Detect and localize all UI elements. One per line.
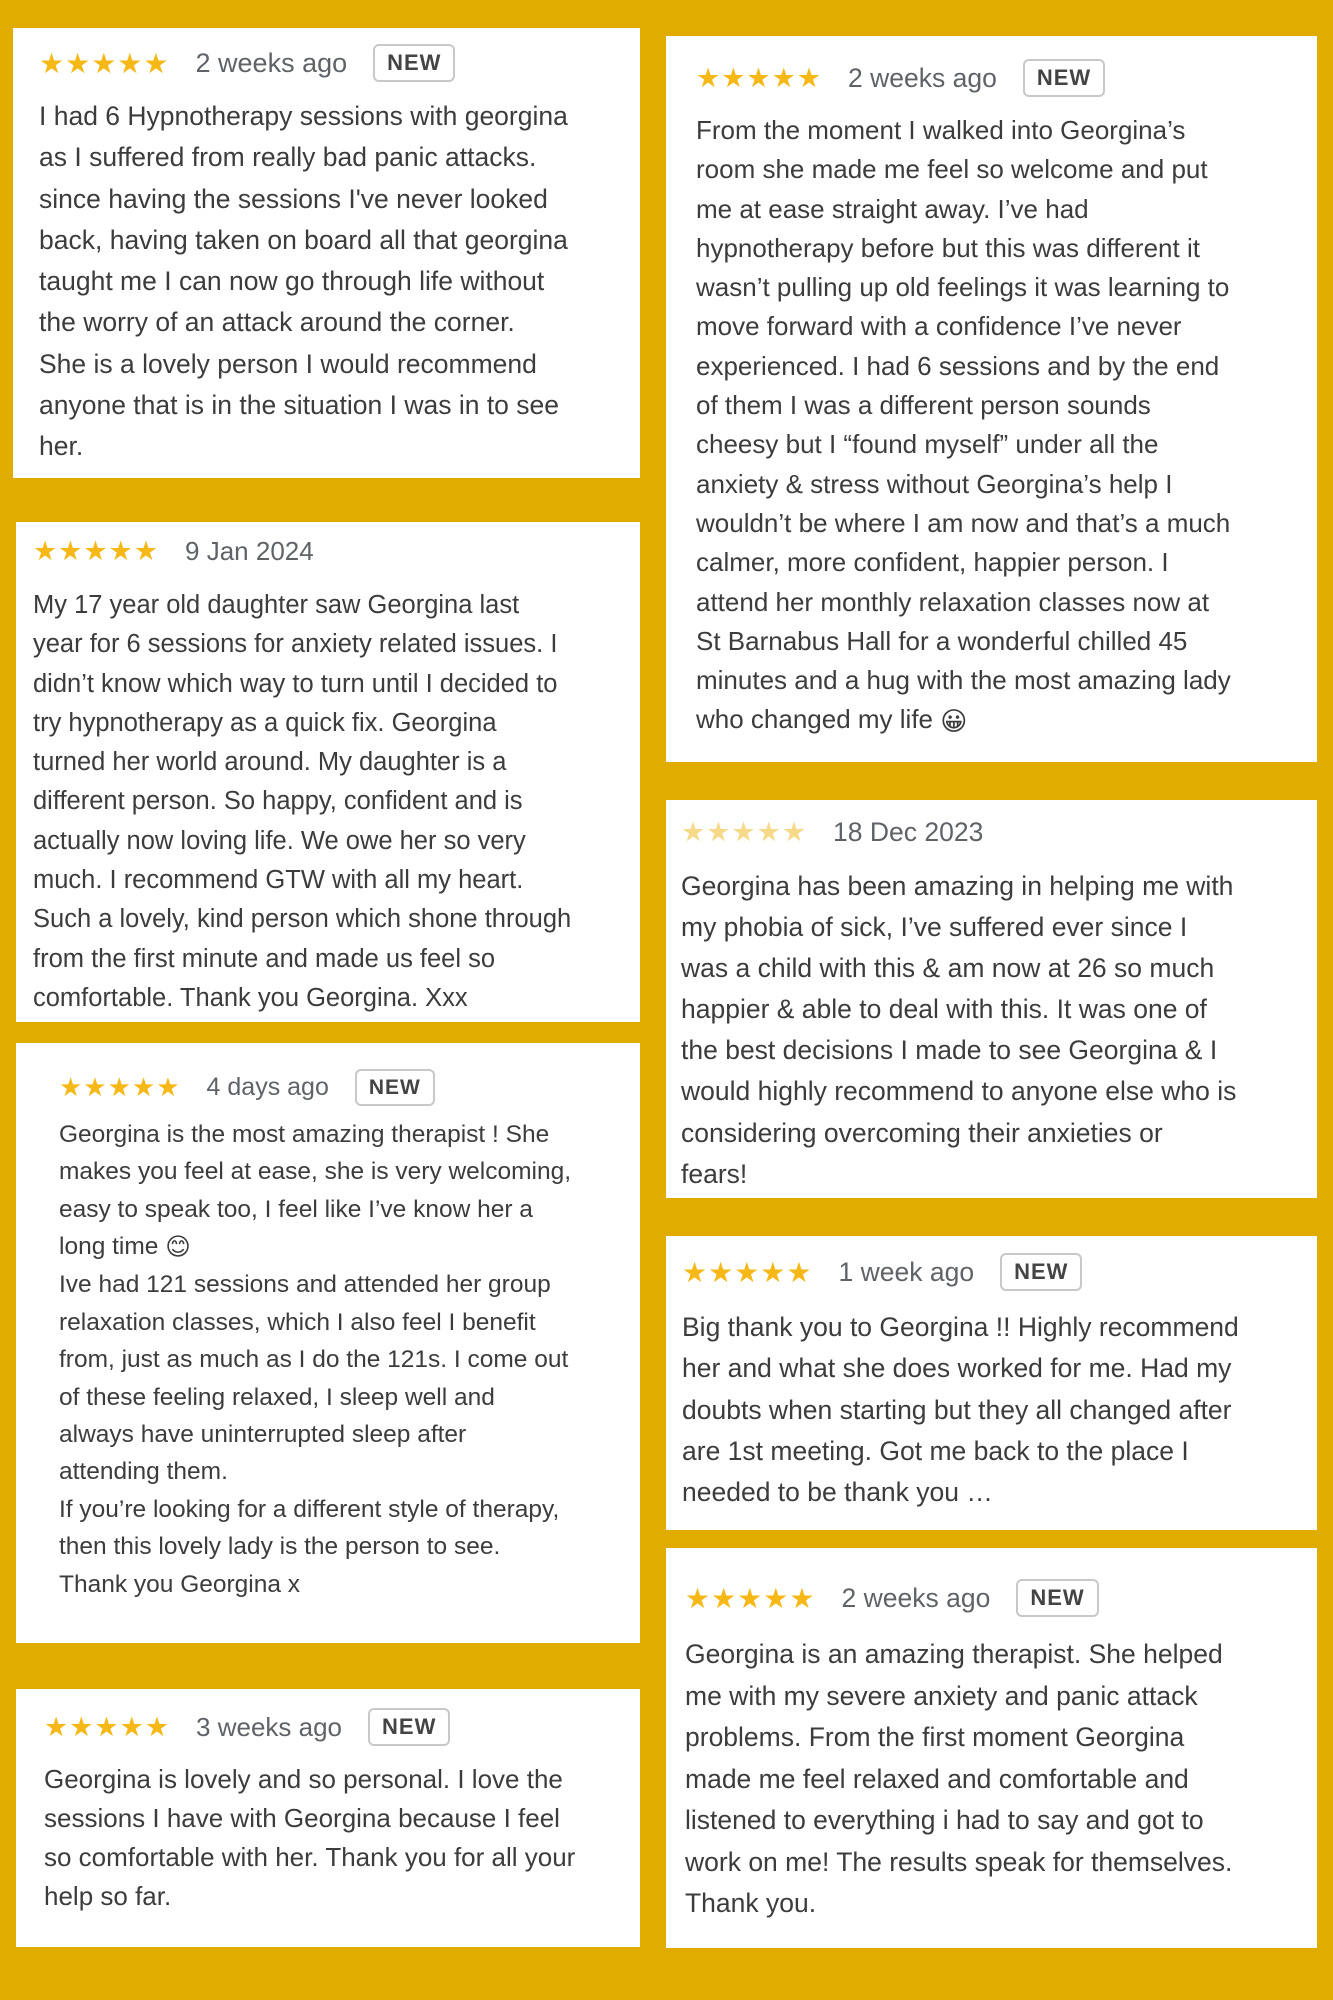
review-date: 2 weeks ago <box>848 62 997 93</box>
new-badge: NEW <box>1023 59 1105 97</box>
review-header <box>681 812 1317 852</box>
review-card <box>666 36 1317 762</box>
smile-emoji-icon: 😊 <box>165 1234 191 1262</box>
star-rating: ★★★★★ <box>44 1711 171 1742</box>
review-text-part: Ive had 121 sessions and attended her group relaxation classes, which I also feel I benefit from, just as much as I do the 121s. I come out of these feeling relaxed, I sleep well and always have uninterrupted sleep after attending them. If you’re looking for a different style of therapy, then this lovely lady is the person to see. Thank you Georgina x <box>59 1271 569 1598</box>
star-rating: ★★★★★ <box>33 535 160 566</box>
review-text-part: Georgina is the most amazing therapist ! She makes you feel at ease, she is very welcoming, easy to speak too, I feel like I’ve know her a long time <box>59 1121 572 1261</box>
review-header <box>39 42 640 84</box>
review-card <box>16 1689 640 1947</box>
review-date: 1 week ago <box>838 1256 975 1287</box>
grin-emoji-icon: 😀 <box>940 705 968 736</box>
review-date: 4 days ago <box>206 1072 329 1101</box>
review-card <box>13 28 640 478</box>
star-rating: ★★★★★ <box>39 47 170 79</box>
review-header <box>59 1066 640 1108</box>
review-date: 9 Jan 2024 <box>185 535 314 566</box>
star-rating: ★★★★★ <box>696 62 823 93</box>
review-date: 3 weeks ago <box>196 1711 343 1742</box>
review-header <box>33 532 640 570</box>
review-text <box>696 111 1317 741</box>
review-card <box>16 1043 640 1643</box>
star-rating: ★★★★★ <box>682 1256 813 1288</box>
review-card <box>666 1548 1317 1948</box>
review-text <box>59 1116 640 1603</box>
review-card <box>16 522 640 1022</box>
review-date: 18 Dec 2023 <box>833 816 984 847</box>
new-badge: NEW <box>368 1708 450 1746</box>
new-badge: NEW <box>1000 1253 1082 1291</box>
review-date: 2 weeks ago <box>195 47 348 78</box>
review-header <box>44 1705 640 1749</box>
review-header <box>696 56 1317 100</box>
new-badge: NEW <box>355 1069 435 1106</box>
review-text: Georgina is an amazing therapist. She helped me with my severe anxiety and panic attack problems. From the first moment Georgina made me feel relaxed and comfortable and listened to everything i had to say and got to work on me! The results speak for themselves. Thank you. <box>685 1639 1233 1918</box>
star-rating: ★★★★★ <box>681 816 808 847</box>
new-badge: NEW <box>1016 1579 1098 1617</box>
review-card <box>666 800 1317 1198</box>
new-badge: NEW <box>373 44 455 82</box>
review-text: Georgina is lovely and so personal. I love the sessions I have with Georgina because I feel so comfortable with her. Thank you for all your help so far. <box>44 1764 576 1912</box>
review-date: 2 weeks ago <box>841 1582 991 1613</box>
review-header <box>685 1576 1317 1620</box>
review-text: I had 6 Hypnotherapy sessions with georgina as I suffered from really bad panic attacks. since having the sessions I've never looked back, having taken on board all that georgina taught me I can now go through life without the worry of an attack around the corner. She is a lovely person I would recommend anyone that is in the situation I was in to see her. <box>39 101 568 462</box>
review-text: My 17 year old daughter saw Georgina last year for 6 sessions for anxiety related issues. I didn’t know which way to turn until I decided to try hypnotherapy as a quick fix. Georgina turned her world around. My daughter is a different person. So happy, confident and is actually now loving life. We owe her so very much. I recommend GTW with all my heart. Such a lovely, kind person which shone through from the first minute and made us feel so comfortable. Thank you Georgina. Xxx <box>33 591 572 1012</box>
review-text-part: From the moment I walked into Georgina’s room she made me feel so welcome and put me at ease straight away. I’ve had hypnotherapy before but this was different it wasn’t pulling up old feelings it was learning to move forward with a confidence I’ve never experienced. I had 6 sessions and by the end of them I was a different person sounds cheesy but I “found myself” under all the anxiety & stress without Georgina’s help I wouldn’t be where I am now and that’s a much calmer, more confident, happier person. I attend her monthly relaxation classes now at St Barnabus Hall for a wonderful chilled 45 minutes and a hug with the most amazing lady who changed my life <box>696 115 1231 735</box>
review-text: Big thank you to Georgina !! Highly recommend her and what she does worked for me. Had my doubts when starting but they all changed after are 1st meeting. Got me back to the place I needed to be thank you … <box>682 1312 1239 1508</box>
review-text: Georgina has been amazing in helping me with my phobia of sick, I’ve suffered ever since I was a child with this & am now at 26 so much happier & able to deal with this. It was one of the best decisions I made to see Georgina & I would highly recommend to anyone else who is considering overcoming their anxieties or fears! <box>681 871 1237 1189</box>
review-card <box>666 1236 1317 1530</box>
review-header <box>682 1250 1317 1294</box>
star-rating: ★★★★★ <box>59 1071 181 1102</box>
star-rating: ★★★★★ <box>685 1582 816 1614</box>
